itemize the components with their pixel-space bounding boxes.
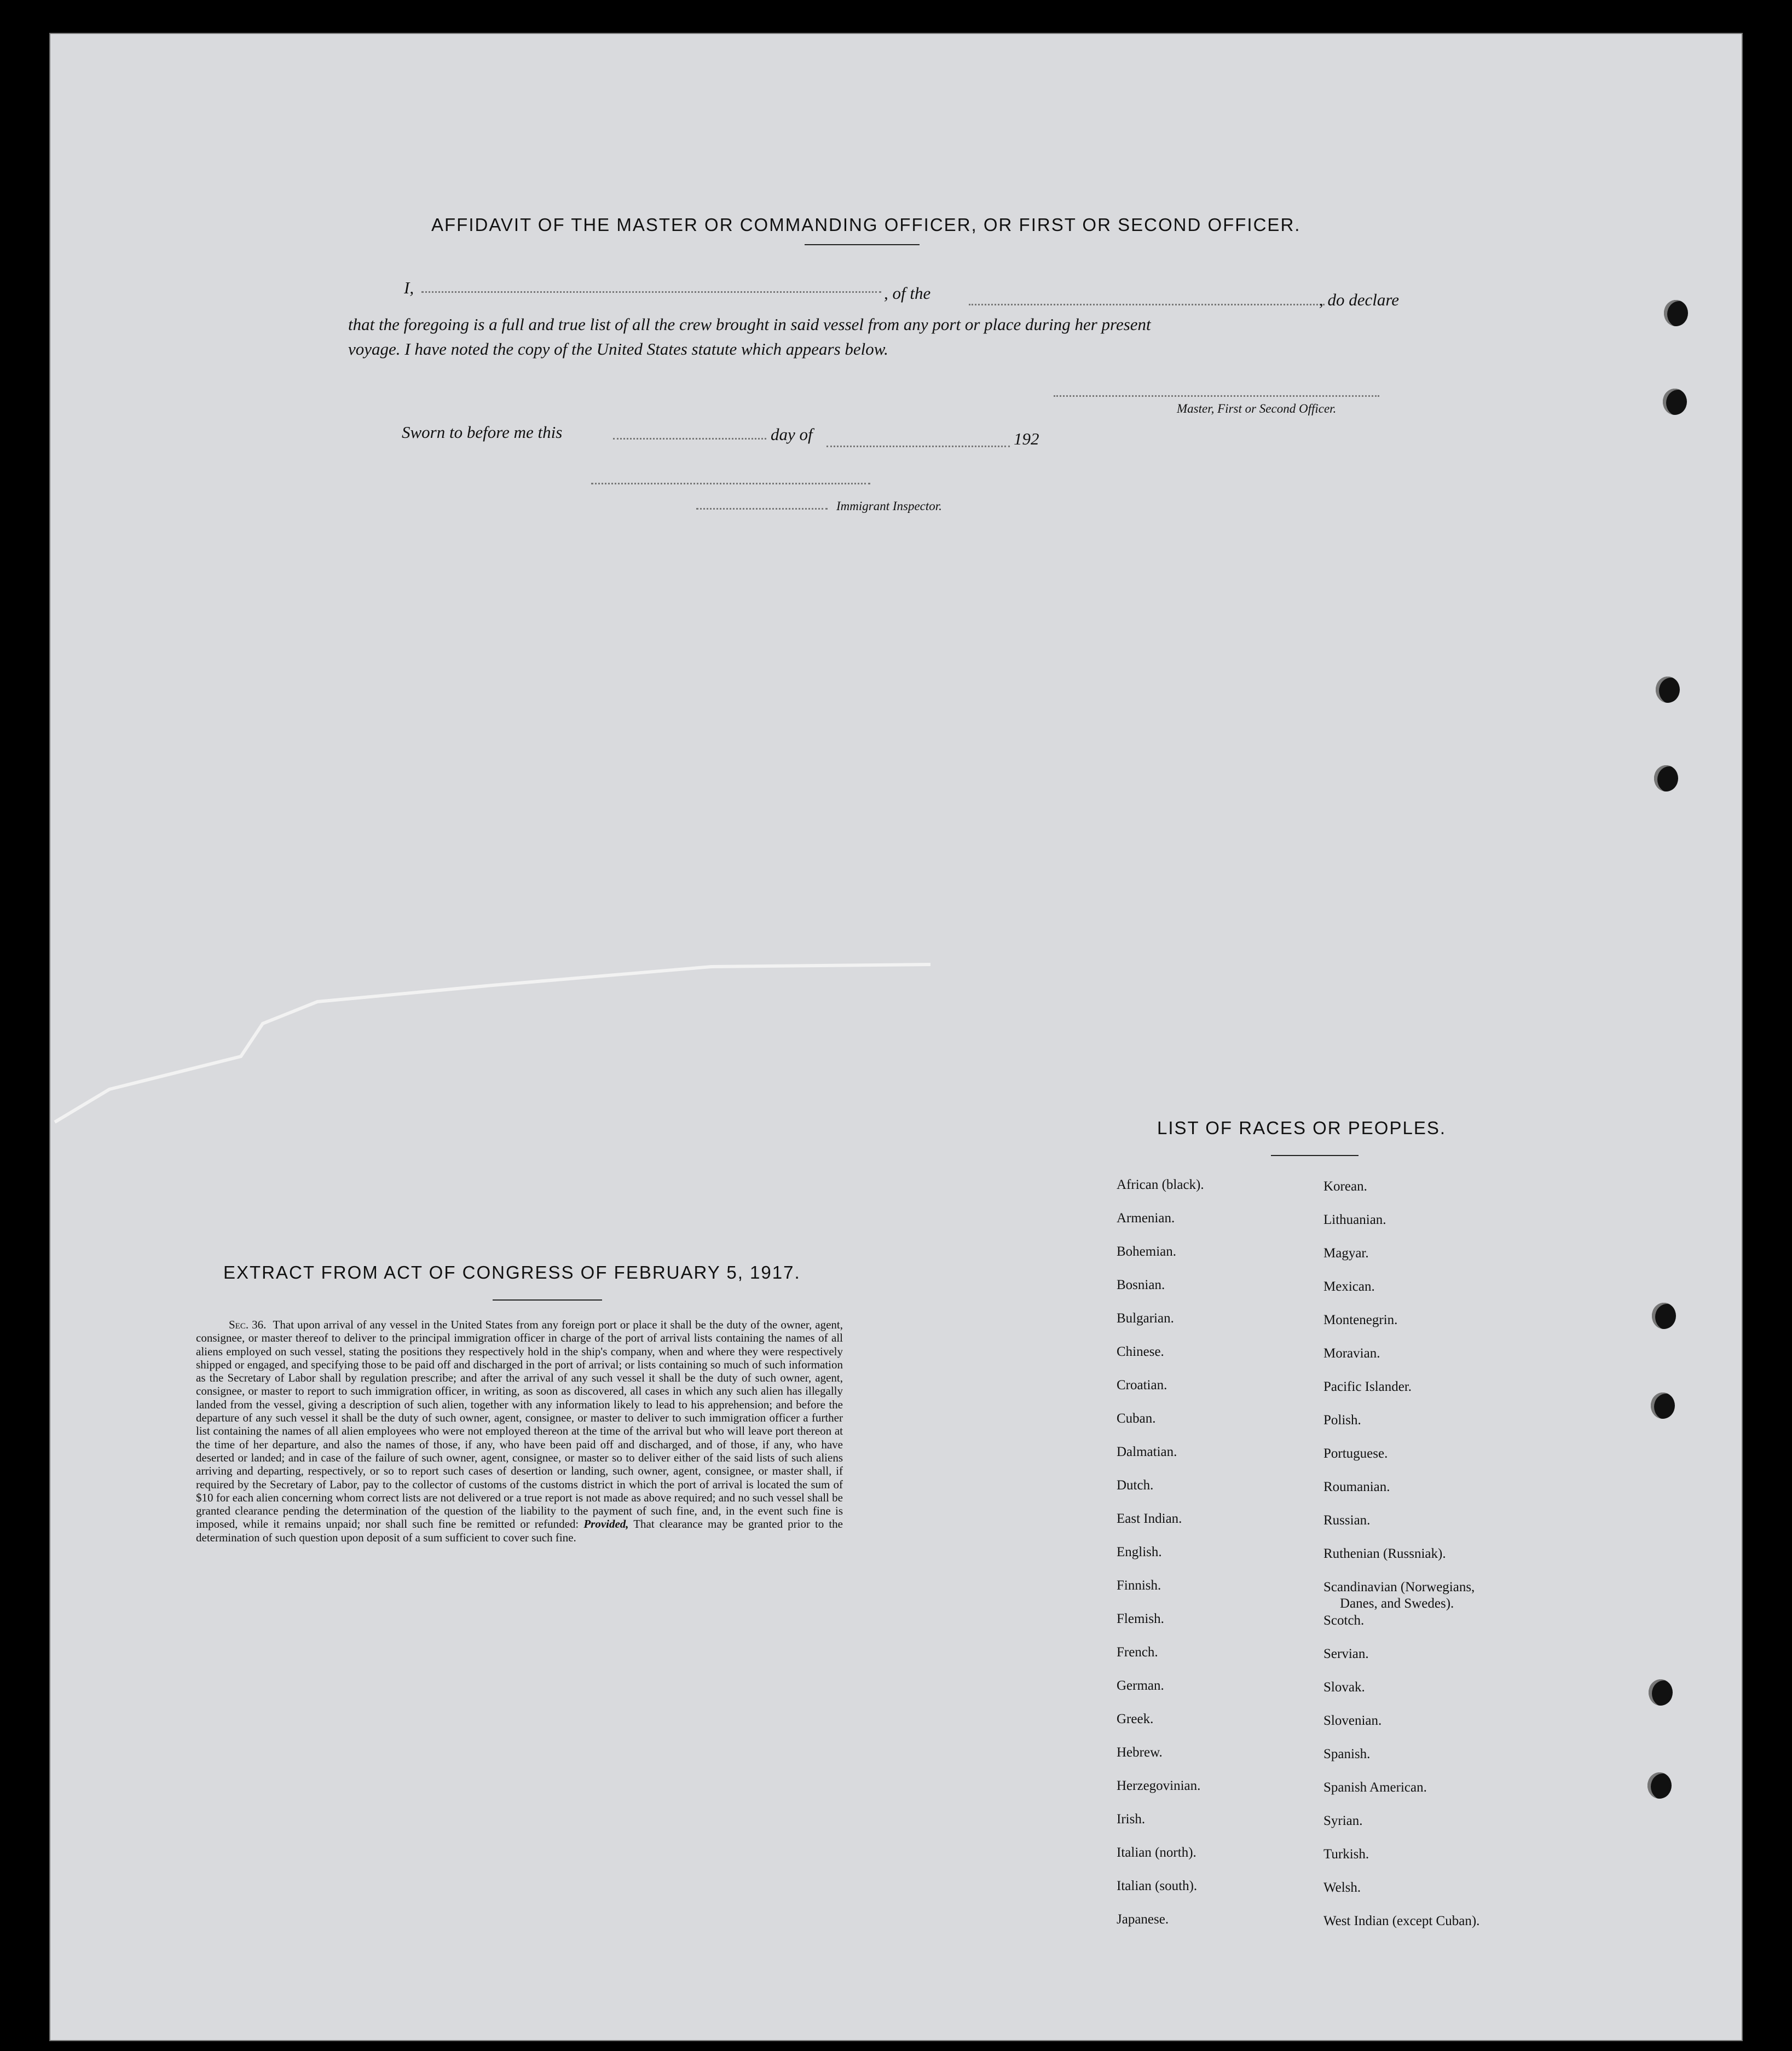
race-item — [1117, 1344, 1204, 1377]
affidavit-do-declare: , do declare — [1319, 290, 1400, 309]
race-name: Greek. — [1117, 1712, 1154, 1726]
name-field[interactable] — [421, 291, 881, 293]
race-name: Moravian. — [1323, 1346, 1380, 1361]
race-name: Montenegrin. — [1323, 1313, 1398, 1327]
race-item — [1117, 1911, 1204, 1945]
race-item — [1323, 1279, 1479, 1312]
race-name: Pacific Islander. — [1323, 1379, 1412, 1394]
race-name: Korean. — [1323, 1179, 1367, 1194]
race-name: Syrian. — [1323, 1813, 1363, 1828]
extract-title-rule — [493, 1299, 602, 1301]
race-item — [1323, 1846, 1479, 1880]
section-label: Sec. 36. — [229, 1318, 267, 1331]
race-name: Mexican. — [1323, 1279, 1375, 1294]
affidavit-of-the: , of the — [884, 284, 931, 303]
provided-word: Provided, — [583, 1517, 629, 1531]
race-name: Turkish. — [1323, 1847, 1369, 1862]
race-name: Slovenian. — [1323, 1713, 1382, 1728]
race-name: English. — [1117, 1545, 1162, 1559]
race-item — [1323, 1679, 1479, 1713]
race-name: Italian (south). — [1117, 1879, 1198, 1893]
race-name: Bosnian. — [1117, 1278, 1165, 1292]
inspector-label: Immigrant Inspector. — [836, 499, 942, 513]
sworn-text: Sworn to before me this — [402, 423, 563, 442]
affidavit-title: AFFIDAVIT OF THE MASTER OR COMMANDING OFFICER, OR FIRST OR SECOND OFFICER. — [431, 215, 1301, 235]
vessel-field[interactable] — [969, 304, 1325, 305]
race-name: Herzegovinian. — [1117, 1778, 1201, 1793]
race-item — [1323, 1913, 1479, 1946]
race-name: Spanish. — [1323, 1747, 1371, 1761]
race-item — [1117, 1210, 1204, 1244]
race-item — [1323, 1178, 1479, 1212]
race-item — [1117, 1644, 1204, 1678]
race-name: Hebrew. — [1117, 1745, 1163, 1760]
extract-body — [196, 1318, 843, 1544]
race-item — [1323, 1746, 1479, 1780]
race-item — [1323, 1446, 1479, 1479]
affidavit-line-2: that the foregoing is a full and true list of all the crew brought in said vessel from any port or place during her present — [348, 315, 1151, 334]
race-name: Magyar. — [1323, 1246, 1369, 1261]
affidavit-i: I, — [404, 278, 414, 297]
race-name: Servian. — [1323, 1646, 1369, 1661]
race-name: Japanese. — [1117, 1912, 1169, 1927]
race-name: Dalmatian. — [1117, 1445, 1177, 1459]
race-item — [1323, 1479, 1479, 1512]
extract-text-1: That upon arrival of any vessel in the United States from any foreign port or place it shall be the duty of the owner, agent, consignee, or master thereof to deliver to the principal immigration officer in charge of the port of arrival lists containing the names of all aliens employed on such vessel, stating the positions they respectively hold in the ship's company, when and where they were respectively shipped or engaged, and specifying those to be paid off and discharged in the port of arrival; or lists containing so much of such information as the Secretary of Labor shall by regulation prescribe; and after the arrival of any such vessel it shall be the duty of such owner, agent, consignee, or master to report to such immigration officer, in writing, as soon as discovered, all cases in which any such alien has illegally landed from the vessel, giving a description of such alien, together with any information likely to lead to his apprehension; and before the departure of any such vessel it shall be the duty of such owner, agent, consignee, or master to deliver to such immigration officer a further list containing the names of all alien employees who were not employed thereon at the time of the arrival but who will leave port thereon at the time of her departure, and also the names of those, if any, who have been paid off and discharged, and of those, if any, who have deserted or landed; and in case of the failure of such owner, agent, consignee, or master so to deliver either of the said lists of such aliens arriving and departing, respectively, or so to report such cases of desertion or landing, such owner, agent, consignee, or master shall, if required by the Secretary of Labor, pay to the collector of customs of the customs district in which the port of arrival is located the sum of $10 for each alien concerning whom correct lists are not delivered or a true report is not made as above required; and no such vessel shall be granted clearance pending the determination of the question of the liability to the payment of such fine, and, in the event such fine is imposed, while it remains unpaid; nor shall such fine be remitted or refunded: — [196, 1318, 843, 1531]
race-name: Italian (north). — [1117, 1845, 1196, 1860]
sworn-day-field[interactable] — [613, 438, 766, 440]
race-name: African (black). — [1117, 1177, 1204, 1192]
race-item — [1117, 1277, 1204, 1310]
race-item — [1117, 1244, 1204, 1277]
race-item — [1117, 1177, 1204, 1210]
race-name: Irish. — [1117, 1812, 1146, 1827]
title-rule — [805, 244, 920, 245]
race-name: French. — [1117, 1645, 1158, 1660]
master-signature-label: Master, First or Second Officer. — [1177, 402, 1337, 415]
race-name: Finnish. — [1117, 1578, 1161, 1593]
race-item — [1117, 1811, 1204, 1845]
race-item — [1117, 1511, 1204, 1544]
race-item — [1323, 1813, 1479, 1846]
races-list-right — [1323, 1178, 1479, 1946]
inspector-signature-line-2[interactable] — [696, 508, 828, 510]
races-title: LIST OF RACES OR PEOPLES. — [1157, 1118, 1447, 1138]
race-name: Slovak. — [1323, 1680, 1365, 1695]
race-name: Bulgarian. — [1117, 1311, 1174, 1326]
race-item — [1323, 1880, 1479, 1913]
sworn-day-of: day of — [771, 425, 813, 444]
race-name: Polish. — [1323, 1413, 1361, 1428]
race-item — [1323, 1512, 1479, 1546]
race-name: Russian. — [1323, 1513, 1371, 1528]
master-signature-field[interactable] — [1054, 395, 1379, 397]
race-name: Flemish. — [1117, 1611, 1164, 1626]
race-name: Scandinavian (Norwegians, — [1323, 1580, 1475, 1594]
race-name: West Indian (except Cuban). — [1323, 1914, 1480, 1928]
race-name-continued: Danes, and Swedes). — [1340, 1596, 1454, 1611]
race-name: Chinese. — [1117, 1344, 1164, 1359]
races-list-left — [1117, 1177, 1204, 1945]
race-name: Ruthenian (Russniak). — [1323, 1546, 1446, 1561]
extract-text-2: That clearance may be granted prior to the determination of such question upon deposit of a sum sufficient to cover such fine. — [196, 1517, 843, 1544]
race-item — [1323, 1713, 1479, 1746]
race-item — [1323, 1646, 1479, 1679]
race-name: Croatian. — [1117, 1378, 1167, 1393]
race-name: Scotch. — [1323, 1613, 1365, 1628]
race-name: Spanish American. — [1323, 1780, 1427, 1795]
race-item — [1117, 1845, 1204, 1878]
affidavit-line-3: voyage. I have noted the copy of the United States statute which appears below. — [348, 339, 888, 359]
race-item — [1117, 1411, 1204, 1444]
race-item — [1117, 1878, 1204, 1911]
races-title-rule — [1271, 1155, 1359, 1156]
extract-title: EXTRACT FROM ACT OF CONGRESS OF FEBRUARY 5, 1917. — [223, 1262, 801, 1282]
race-item — [1117, 1711, 1204, 1744]
race-item — [1323, 1312, 1479, 1345]
race-item — [1117, 1611, 1204, 1644]
race-item — [1323, 1245, 1479, 1279]
race-name: Roumanian. — [1323, 1480, 1390, 1494]
race-name: Dutch. — [1117, 1478, 1154, 1493]
race-item — [1323, 1212, 1479, 1245]
race-item — [1323, 1546, 1479, 1579]
sworn-month-field[interactable] — [826, 446, 1010, 447]
race-name: Lithuanian. — [1323, 1212, 1386, 1227]
race-name: Portuguese. — [1323, 1446, 1388, 1461]
race-item — [1323, 1579, 1479, 1613]
race-name: East Indian. — [1117, 1511, 1182, 1526]
race-item — [1323, 1345, 1479, 1379]
race-item — [1117, 1778, 1204, 1811]
race-item — [1117, 1544, 1204, 1578]
race-item — [1117, 1744, 1204, 1778]
race-name: Armenian. — [1117, 1211, 1175, 1226]
race-item — [1323, 1780, 1479, 1813]
race-item — [1323, 1412, 1479, 1446]
race-name: Cuban. — [1117, 1411, 1156, 1426]
sworn-year: 192 — [1014, 429, 1039, 448]
race-item — [1323, 1613, 1479, 1646]
race-item — [1117, 1578, 1204, 1611]
inspector-signature-line-1[interactable] — [591, 483, 870, 484]
race-item — [1117, 1310, 1204, 1344]
race-name: German. — [1117, 1678, 1164, 1693]
race-name: Welsh. — [1323, 1880, 1361, 1895]
race-item — [1117, 1444, 1204, 1477]
race-item — [1323, 1379, 1479, 1412]
race-item — [1117, 1377, 1204, 1411]
race-name: Bohemian. — [1117, 1244, 1177, 1259]
race-item — [1117, 1678, 1204, 1711]
race-item — [1117, 1477, 1204, 1511]
